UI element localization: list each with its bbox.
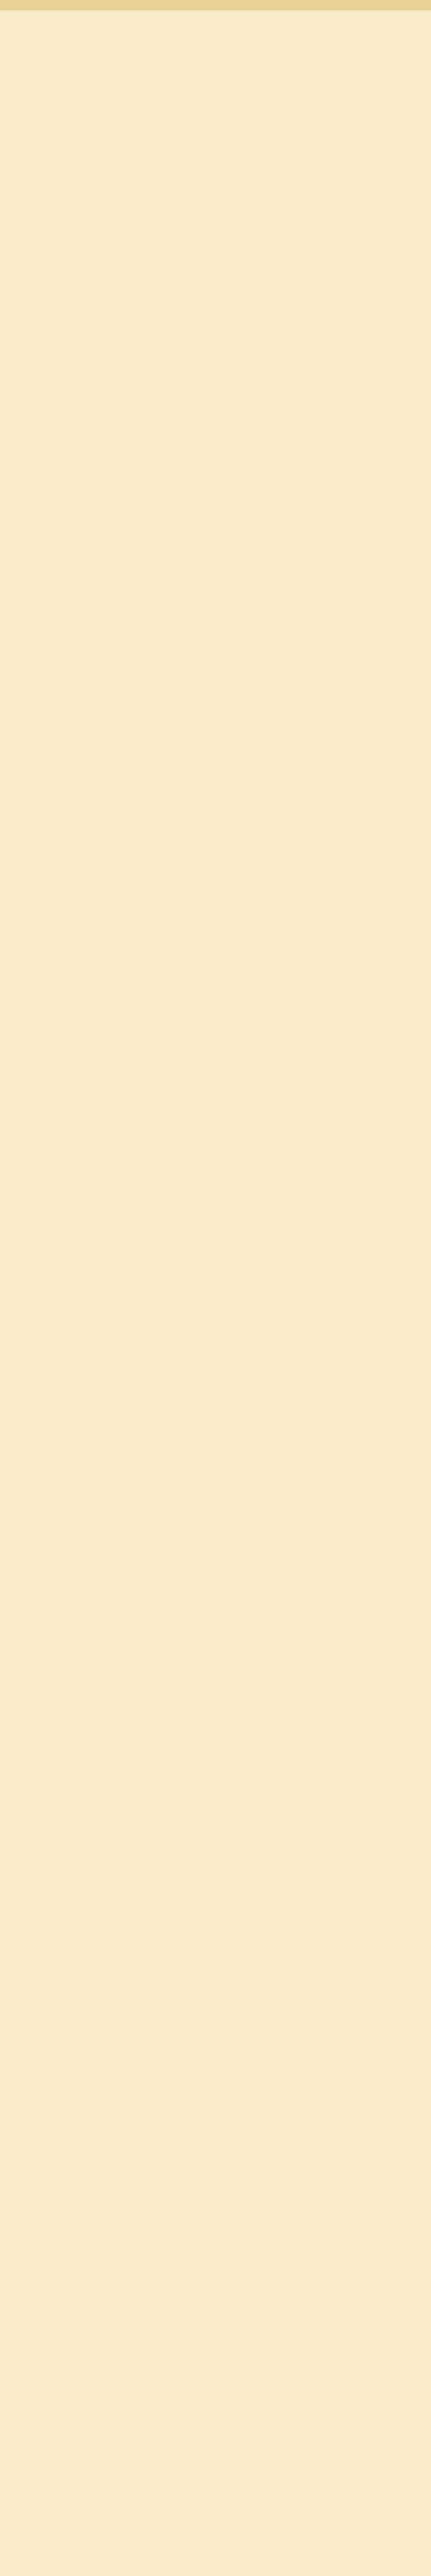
watermark-band-2 [8, 35, 423, 45]
chapter-content [0, 10, 431, 2576]
watermark-band-1 [8, 19, 423, 29]
chapter-header [0, 0, 431, 10]
